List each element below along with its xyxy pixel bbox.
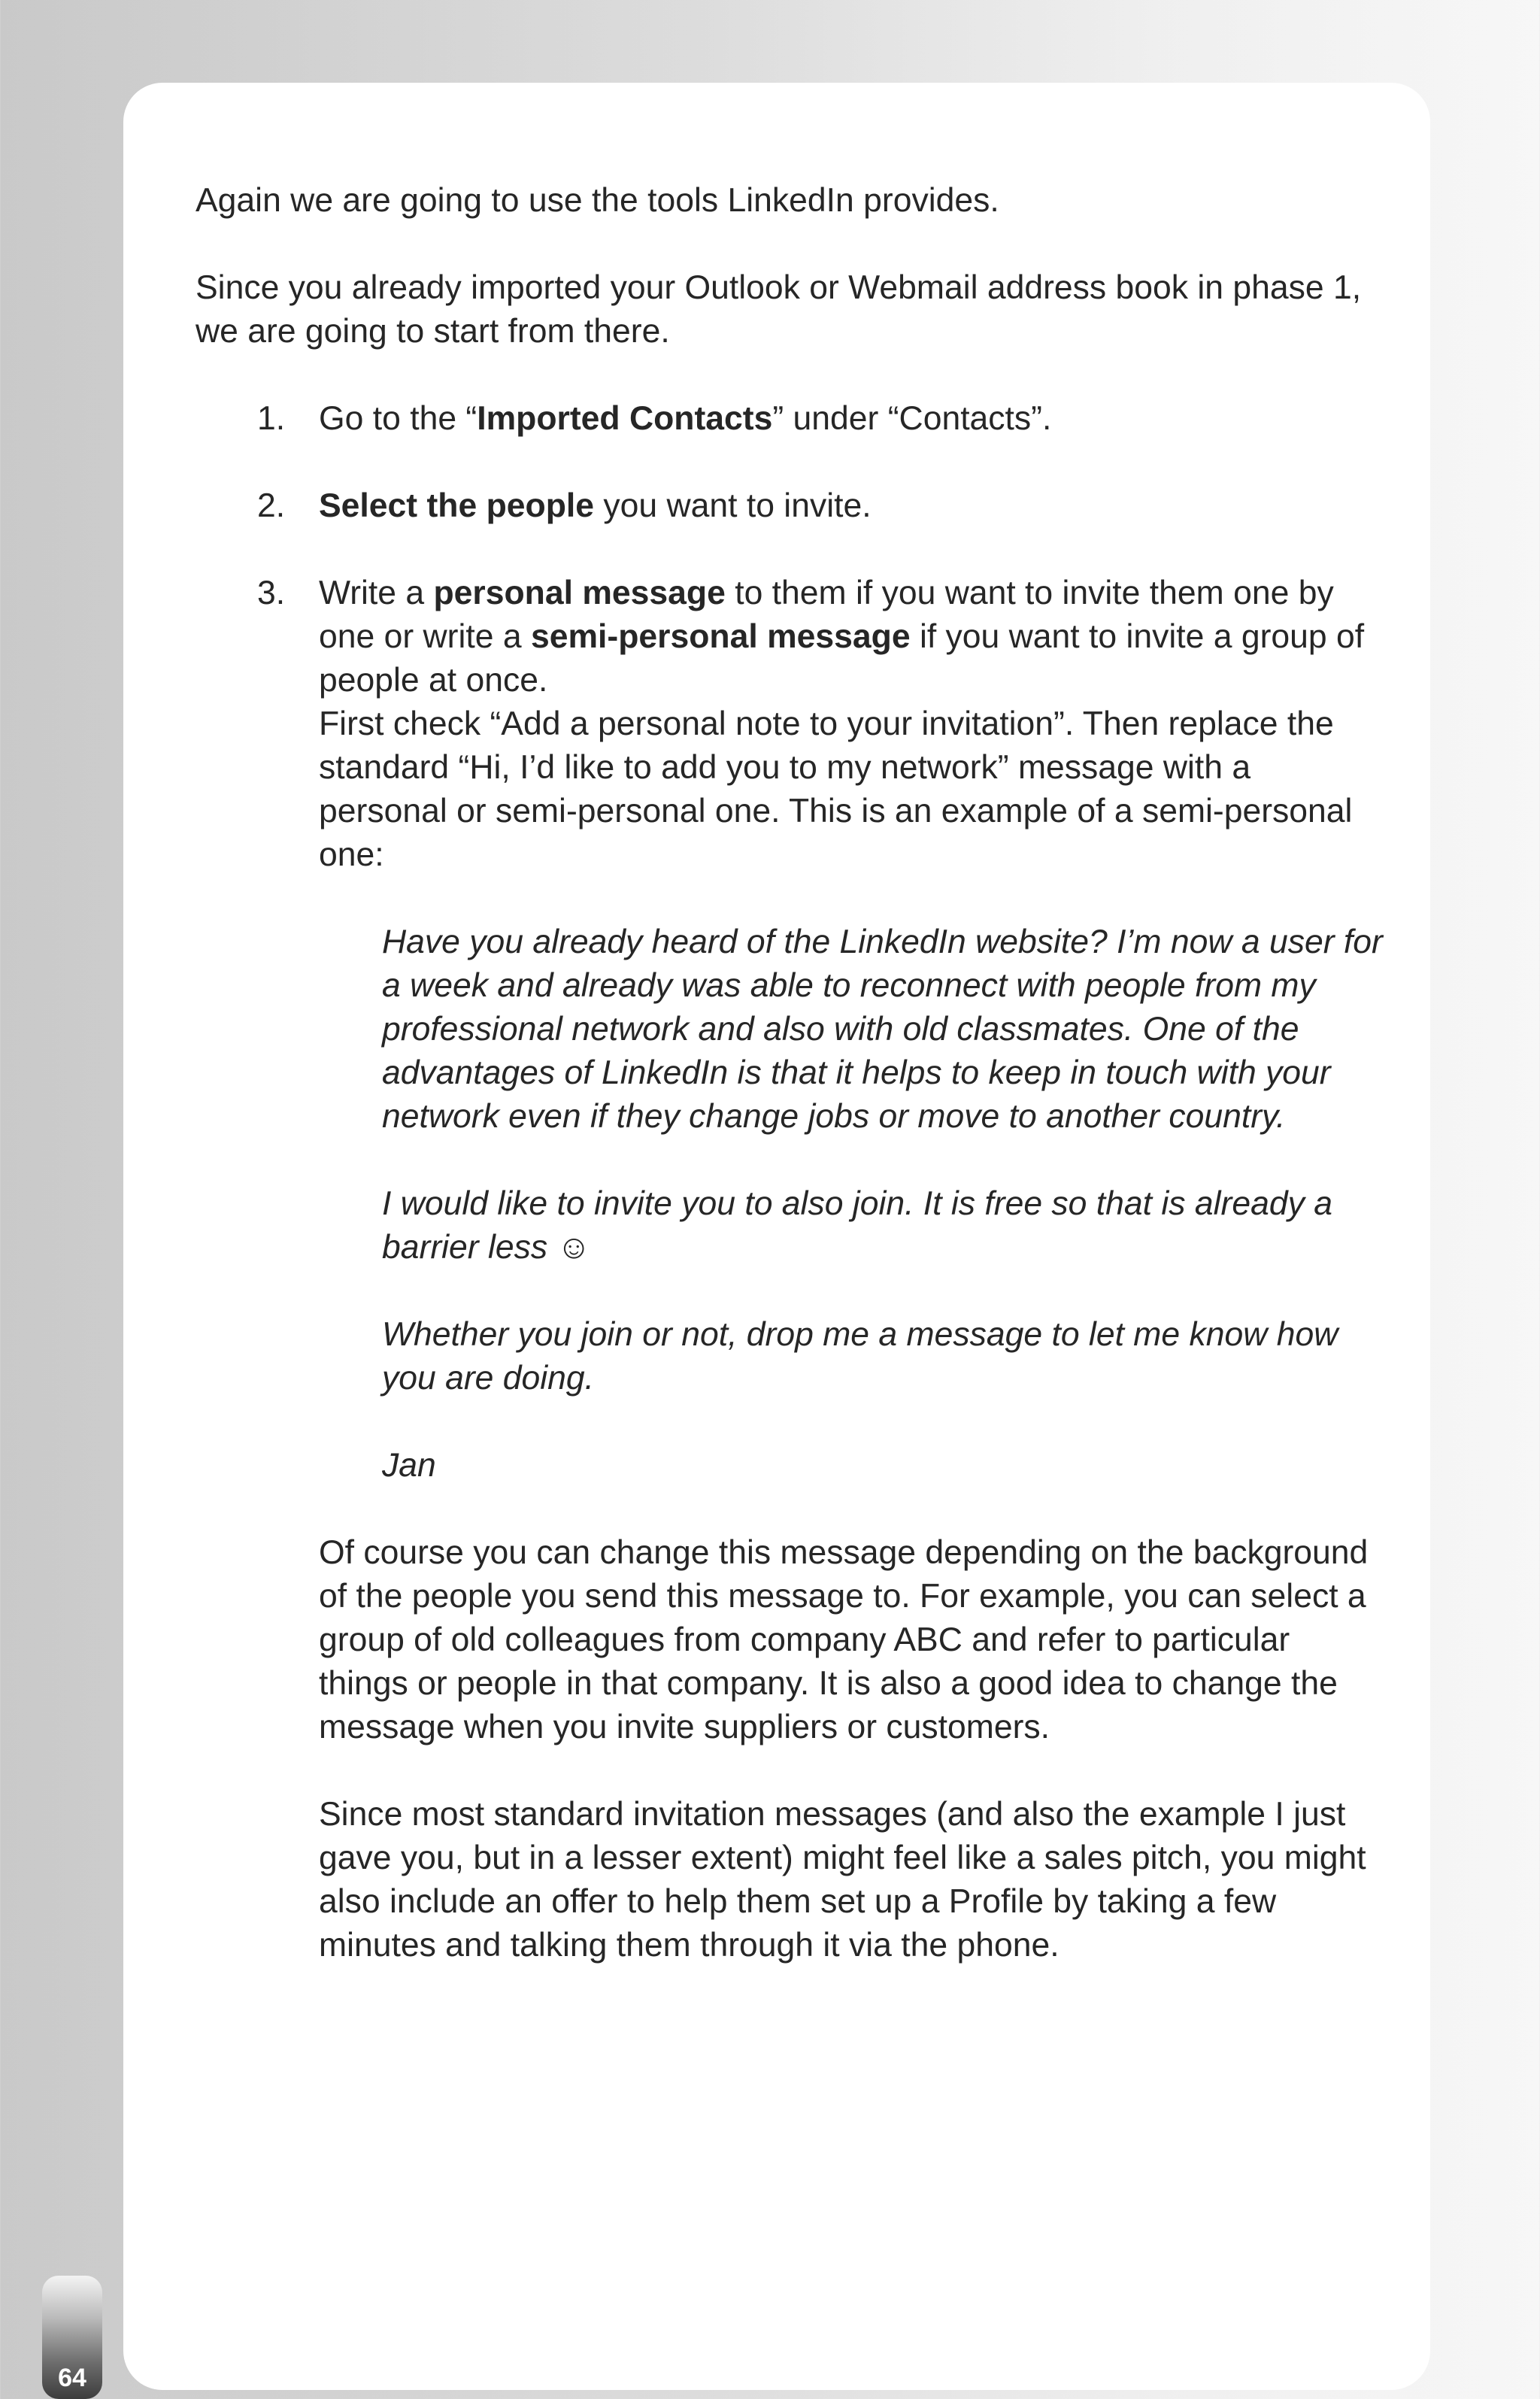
step-text: if you want to invite a group of people at once. — [319, 618, 1365, 699]
steps-list — [196, 397, 1384, 877]
page-number: 64 — [58, 2364, 86, 2392]
step-3 — [196, 572, 1384, 877]
step-text: to them if you want to invite them one by one or write a — [319, 575, 1334, 655]
step-text: Write a — [319, 575, 434, 611]
step-bold: personal message — [433, 575, 726, 611]
step-bold: Select the people — [319, 487, 594, 524]
step-bold: semi-personal message — [530, 618, 911, 655]
example-message — [196, 920, 1384, 1488]
page-content — [196, 179, 1384, 1967]
course-paragraph: Of course you can change this message depending on the background of the people you send this message to. For example, you can select a group of old colleagues from company ABC and refer to particular things or people in that company. It is also a good idea to change the message when you invite suppliers or customers. — [319, 1534, 1369, 1745]
step-2 — [196, 484, 1384, 528]
step-text: you want to invite. — [594, 487, 872, 524]
standard-paragraph: Since most standard invitation messages (and also the example I just gave you, but in a lesser extent) might feel like a sales pitch, you might also include an offer to help them set up a Profile by taking a few minutes and talking them through it via the phone. — [319, 1796, 1366, 1964]
step-number: 1. — [257, 400, 286, 437]
step-number: 2. — [257, 487, 286, 524]
message-paragraph-3: Whether you join or not, drop me a message to let me know how you are doing. — [382, 1316, 1338, 1397]
step-text: ” under “Contacts”. — [772, 400, 1052, 437]
message-signature: Jan — [382, 1447, 436, 1484]
step-3-instructions: First check “Add a personal note to your invitation”. Then replace the standard “Hi, I’d like to add you to my network” message with a personal or semi-personal one. This is an example of a semi-personal one: — [319, 705, 1353, 873]
step-1 — [196, 397, 1384, 441]
since-paragraph: Since you already imported your Outlook or Webmail address book in phase 1, we are going to start from there. — [196, 269, 1362, 350]
step-text: Go to the “ — [319, 400, 477, 437]
step-number: 3. — [257, 575, 286, 611]
intro-paragraph: Again we are going to use the tools LinkedIn provides. — [196, 182, 999, 219]
message-paragraph-1: Have you already heard of the LinkedIn website? I’m now a user for a week and already was able to reconnect with people from my professional network and also with old classmates. One of the advantages of LinkedIn is that it helps to keep in touch with your network even if they change jobs or move to another country. — [382, 924, 1383, 1135]
message-paragraph-2: I would like to invite you to also join. It is free so that is already a barrier less ☺ — [382, 1185, 1332, 1266]
step-bold: Imported Contacts — [477, 400, 773, 437]
